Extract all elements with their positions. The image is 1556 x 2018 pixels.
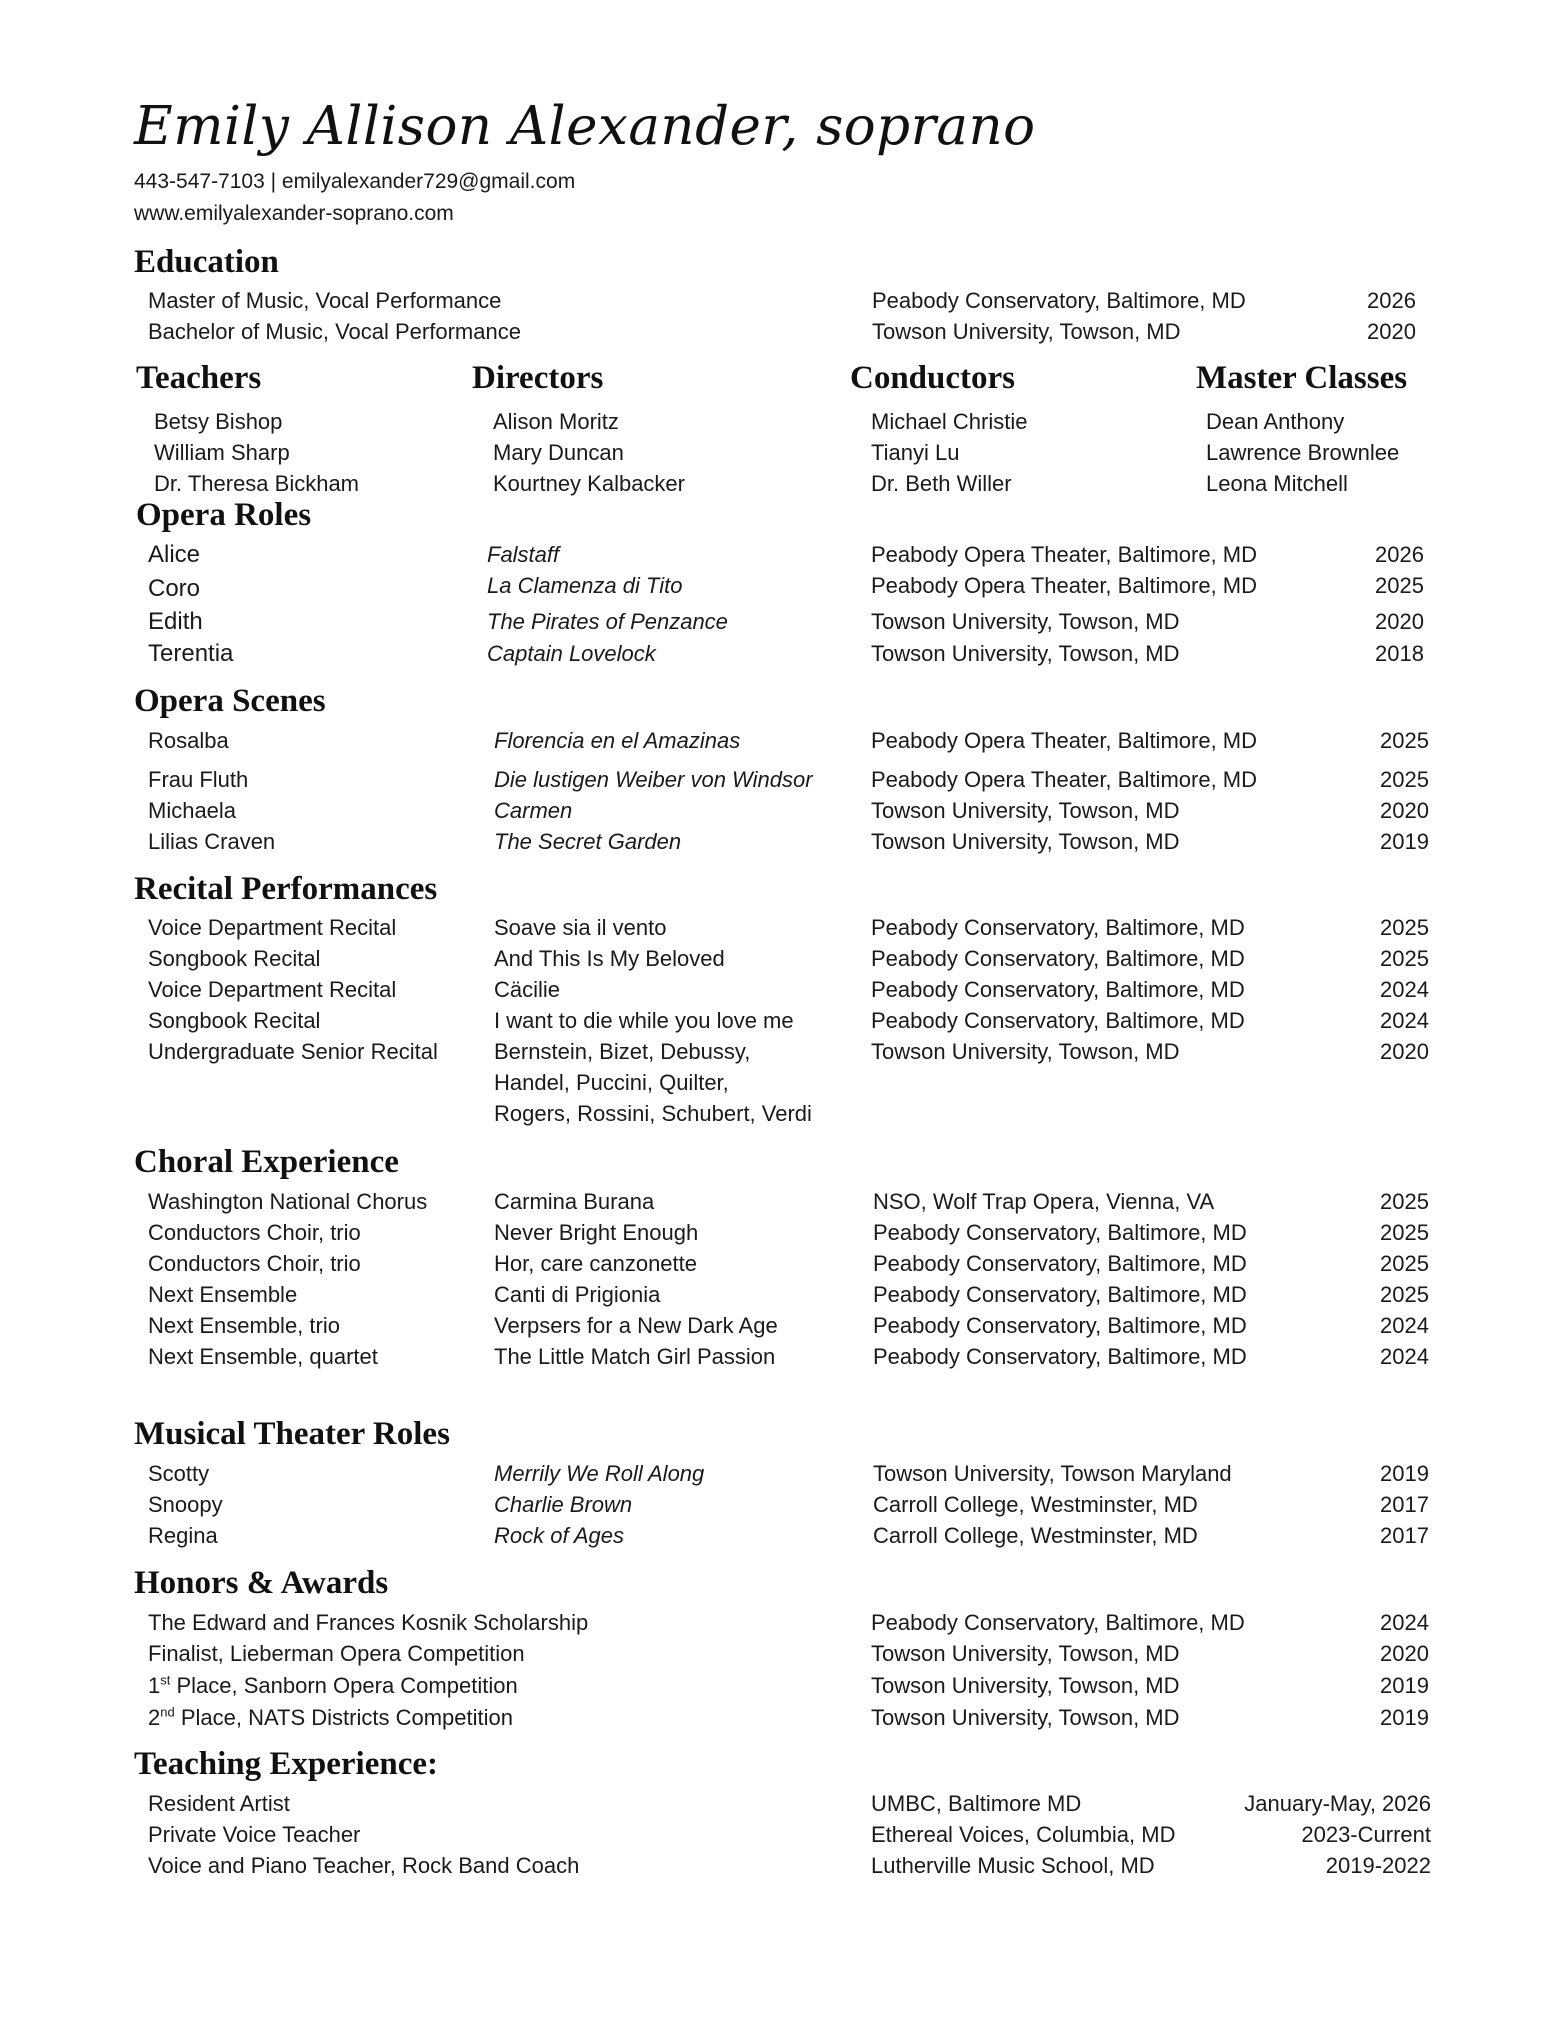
year: 2025 (1375, 573, 1424, 598)
venue: Peabody Conservatory, Baltimore, MD (873, 1282, 1247, 1307)
conductor-name: Dr. Beth Willer (871, 471, 1012, 496)
role: Edith (148, 608, 203, 635)
year: 2024 (1380, 1610, 1429, 1635)
recital-heading: Recital Performances (134, 871, 438, 907)
award (148, 1704, 513, 1732)
ordinal-suffix: nd (160, 1704, 175, 1720)
year: 2020 (1380, 798, 1429, 823)
role: Regina (148, 1523, 218, 1548)
work: Never Bright Enough (494, 1220, 699, 1245)
piece-continuation: Handel, Puccini, Quilter, (494, 1070, 729, 1095)
dates: 2019-2022 (1325, 1853, 1431, 1878)
year: 2019 (1380, 1673, 1429, 1698)
school: Towson University, Towson, MD (872, 319, 1181, 344)
ensemble: Next Ensemble, trio (148, 1313, 340, 1338)
year: 2019 (1380, 1461, 1429, 1486)
year: 2025 (1380, 946, 1429, 971)
piece: I want to die while you love me (494, 1008, 794, 1033)
venue: Towson University, Towson, MD (871, 798, 1180, 823)
teachers-heading: Teachers (136, 360, 262, 396)
event: Undergraduate Senior Recital (148, 1039, 438, 1064)
venue: Towson University, Towson, MD (871, 609, 1180, 634)
venue: Lutherville Music School, MD (871, 1853, 1155, 1878)
venue: Towson University, Towson, MD (871, 641, 1180, 666)
work: La Clamenza di Tito (487, 573, 683, 598)
year: 2024 (1380, 1008, 1429, 1033)
director-name: Mary Duncan (493, 440, 624, 465)
award-text: Place, Sanborn Opera Competition (170, 1673, 518, 1698)
education-heading: Education (134, 244, 279, 280)
award (148, 1672, 518, 1700)
master-class-name: Lawrence Brownlee (1206, 440, 1400, 465)
director-name: Alison Moritz (493, 409, 619, 434)
role: Alice (148, 541, 201, 568)
work: The Little Match Girl Passion (494, 1344, 776, 1369)
year: 2025 (1380, 1251, 1429, 1276)
work: Hor, care canzonette (494, 1251, 698, 1276)
award: Finalist, Lieberman Opera Competition (148, 1641, 525, 1666)
role: Terentia (148, 640, 234, 667)
work: Die lustigen Weiber von Windsor (494, 767, 813, 792)
venue: Carroll College, Westminster, MD (873, 1492, 1198, 1517)
year: 2019 (1380, 829, 1429, 854)
contact-website: www.emilyalexander-soprano.com (134, 202, 454, 225)
teacher-name: Dr. Theresa Bickham (154, 471, 360, 496)
degree: Bachelor of Music, Vocal Performance (148, 319, 521, 344)
venue: Peabody Conservatory, Baltimore, MD (871, 946, 1245, 971)
work: Verpsers for a New Dark Age (494, 1313, 778, 1338)
teacher-name: Betsy Bishop (154, 409, 283, 434)
work: Falstaff (487, 542, 560, 567)
venue: Towson University, Towson, MD (871, 1039, 1180, 1064)
work: Charlie Brown (494, 1492, 633, 1517)
position: Private Voice Teacher (148, 1822, 361, 1847)
year: 2026 (1367, 288, 1416, 313)
position: Resident Artist (148, 1791, 290, 1816)
venue: Peabody Opera Theater, Baltimore, MD (871, 767, 1258, 792)
degree: Master of Music, Vocal Performance (148, 288, 502, 313)
role: Michaela (148, 798, 237, 823)
dates: January-May, 2026 (1244, 1791, 1431, 1816)
ensemble: Next Ensemble, quartet (148, 1344, 378, 1369)
venue: Towson University, Towson, MD (871, 829, 1180, 854)
year: 2017 (1380, 1523, 1429, 1548)
venue: Ethereal Voices, Columbia, MD (871, 1822, 1176, 1847)
venue: Carroll College, Westminster, MD (873, 1523, 1198, 1548)
year: 2025 (1380, 1189, 1429, 1214)
venue: Peabody Opera Theater, Baltimore, MD (871, 728, 1258, 753)
year: 2024 (1380, 1344, 1429, 1369)
work: Rock of Ages (494, 1523, 625, 1548)
conductor-name: Tianyi Lu (871, 440, 960, 465)
work: Merrily We Roll Along (494, 1461, 705, 1486)
piece: Bernstein, Bizet, Debussy, (494, 1039, 751, 1064)
opera-scenes-heading: Opera Scenes (134, 683, 326, 719)
event: Voice Department Recital (148, 915, 397, 940)
venue: Peabody Conservatory, Baltimore, MD (871, 1610, 1245, 1635)
year: 2025 (1380, 767, 1429, 792)
piece: Soave sia il vento (494, 915, 667, 940)
work: Carmen (494, 798, 573, 823)
year: 2025 (1380, 1282, 1429, 1307)
school: Peabody Conservatory, Baltimore, MD (872, 288, 1246, 313)
ensemble: Next Ensemble (148, 1282, 298, 1307)
work: Carmina Burana (494, 1189, 655, 1214)
year: 2025 (1380, 915, 1429, 940)
year: 2024 (1380, 977, 1429, 1002)
year: 2020 (1380, 1641, 1429, 1666)
ensemble: Conductors Choir, trio (148, 1220, 361, 1245)
venue: NSO, Wolf Trap Opera, Vienna, VA (873, 1189, 1215, 1214)
conductors-heading: Conductors (850, 360, 1016, 396)
director-name: Kourtney Kalbacker (493, 471, 685, 496)
position: Voice and Piano Teacher, Rock Band Coach (148, 1853, 580, 1878)
venue: Peabody Opera Theater, Baltimore, MD (871, 542, 1258, 567)
venue: Towson University, Towson, MD (871, 1641, 1180, 1666)
work: Canti di Prigionia (494, 1282, 661, 1307)
role: Coro (148, 575, 201, 602)
honors-heading: Honors & Awards (134, 1565, 389, 1601)
ordinal-suffix: st (160, 1672, 171, 1688)
piece: And This Is My Beloved (494, 946, 725, 971)
award: The Edward and Frances Kosnik Scholarship (148, 1610, 589, 1635)
year: 2026 (1375, 542, 1424, 567)
teaching-heading: Teaching Experience: (134, 1746, 439, 1782)
opera-roles-heading: Opera Roles (136, 497, 312, 533)
ensemble: Washington National Chorus (148, 1189, 428, 1214)
role: Rosalba (148, 728, 229, 753)
venue: Peabody Conservatory, Baltimore, MD (873, 1251, 1247, 1276)
master-class-name: Leona Mitchell (1206, 471, 1348, 496)
master-class-name: Dean Anthony (1206, 409, 1345, 434)
year: 2018 (1375, 641, 1424, 666)
contact-phone-email: 443-547-7103 | emilyalexander729@gmail.com (134, 170, 576, 193)
year: 2020 (1380, 1039, 1429, 1064)
name-title: Emily Allison Alexander, soprano (134, 96, 1036, 157)
work: Captain Lovelock (487, 641, 656, 666)
venue: Towson University, Towson Maryland (873, 1461, 1232, 1486)
venue: Towson University, Towson, MD (871, 1673, 1180, 1698)
year: 2024 (1380, 1313, 1429, 1338)
year: 2019 (1380, 1705, 1429, 1730)
ordinal: 1 (148, 1673, 161, 1698)
year: 2020 (1375, 609, 1424, 634)
ensemble: Conductors Choir, trio (148, 1251, 361, 1276)
venue: UMBC, Baltimore MD (871, 1791, 1082, 1816)
ordinal: 2 (148, 1705, 161, 1730)
master-classes-heading: Master Classes (1196, 360, 1408, 396)
venue: Peabody Opera Theater, Baltimore, MD (871, 573, 1258, 598)
event: Songbook Recital (148, 946, 321, 971)
role: Scotty (148, 1461, 210, 1486)
venue: Peabody Conservatory, Baltimore, MD (871, 1008, 1245, 1033)
year: 2025 (1380, 1220, 1429, 1245)
venue: Peabody Conservatory, Baltimore, MD (873, 1344, 1247, 1369)
venue: Peabody Conservatory, Baltimore, MD (871, 915, 1245, 940)
work: The Pirates of Penzance (487, 609, 728, 634)
year: 2017 (1380, 1492, 1429, 1517)
piece: Cäcilie (494, 977, 561, 1002)
role: Frau Fluth (148, 767, 249, 792)
role: Snoopy (148, 1492, 223, 1517)
musical-theater-heading: Musical Theater Roles (134, 1416, 450, 1452)
work: The Secret Garden (494, 829, 682, 854)
event: Songbook Recital (148, 1008, 321, 1033)
work: Florencia en el Amazinas (494, 728, 741, 753)
choral-heading: Choral Experience (134, 1144, 399, 1180)
venue: Peabody Conservatory, Baltimore, MD (873, 1220, 1247, 1245)
venue: Peabody Conservatory, Baltimore, MD (873, 1313, 1247, 1338)
venue: Peabody Conservatory, Baltimore, MD (871, 977, 1245, 1002)
dates: 2023-Current (1301, 1822, 1431, 1847)
event: Voice Department Recital (148, 977, 397, 1002)
conductor-name: Michael Christie (871, 409, 1028, 434)
venue: Towson University, Towson, MD (871, 1705, 1180, 1730)
directors-heading: Directors (472, 360, 604, 396)
year: 2025 (1380, 728, 1429, 753)
teacher-name: William Sharp (154, 440, 290, 465)
year: 2020 (1367, 319, 1416, 344)
role: Lilias Craven (148, 829, 276, 854)
piece-continuation: Rogers, Rossini, Schubert, Verdi (494, 1101, 812, 1126)
award-text: Place, NATS Districts Competition (174, 1705, 513, 1730)
